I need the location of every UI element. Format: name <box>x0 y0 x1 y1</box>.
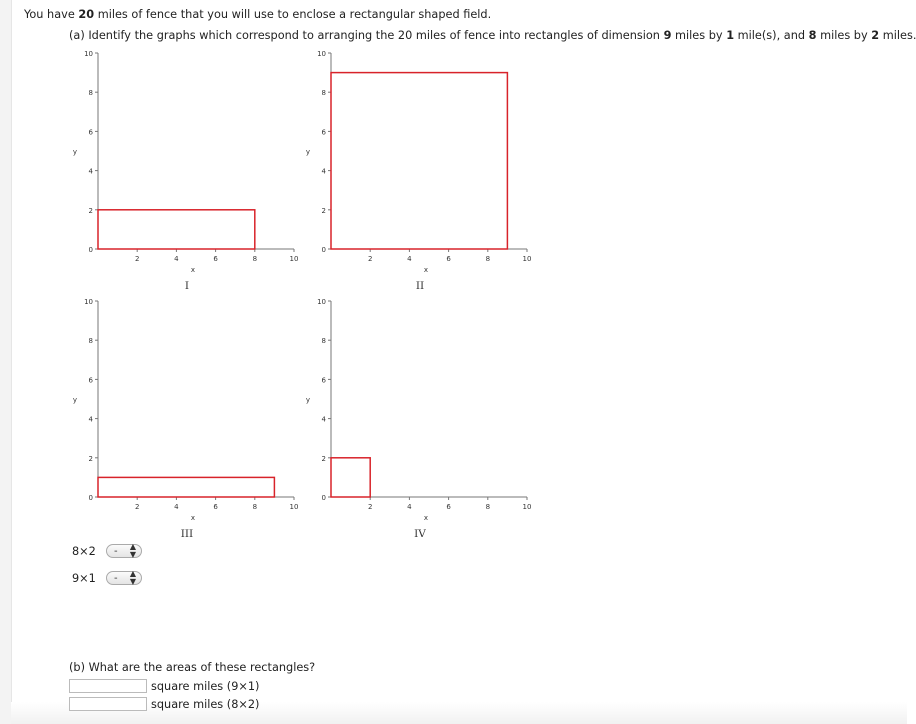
fence-rectangle <box>98 477 274 497</box>
left-gutter <box>0 0 12 724</box>
x-tick-label: 4 <box>407 255 412 263</box>
x-tick-label: 8 <box>252 503 258 511</box>
y-tick-label: 10 <box>317 298 326 306</box>
graph-i-svg <box>55 42 300 287</box>
graph-i <box>55 42 300 287</box>
y-tick-label: 2 <box>321 206 326 215</box>
graph-iv-svg <box>288 290 533 535</box>
y-axis-label: y <box>72 148 78 156</box>
y-tick-label: 8 <box>88 89 93 98</box>
x-tick-label: 6 <box>446 255 451 263</box>
match-row-9x1 <box>72 571 142 585</box>
x-tick-label: 6 <box>213 503 218 511</box>
y-tick-label: 4 <box>321 167 326 176</box>
area-unit-9x1: square miles (9×1) <box>151 679 260 693</box>
graph-iii <box>55 290 300 535</box>
answer-row-8x2 <box>69 697 259 711</box>
y-tick-label: 4 <box>88 167 93 176</box>
x-tick-label: 8 <box>252 255 258 263</box>
graph-i-label: I <box>184 280 190 292</box>
x-tick-label: 2 <box>134 503 140 511</box>
y-tick-label: 10 <box>84 298 93 306</box>
part-a-question: (a) Identify the graphs which correspond to arranging the 20 miles of fence into rectangles of dimension 9 miles by 1 mile(s), and 8 miles by 2 miles. <box>69 29 916 42</box>
y-tick-label: 0 <box>321 494 326 502</box>
y-tick-label: 2 <box>321 454 326 463</box>
graph-ii <box>288 42 533 287</box>
graph-ii-svg <box>288 42 533 287</box>
select-arrows-icon: ▲ ▼ <box>129 542 136 559</box>
match-label-9x1: 9×1 <box>72 571 96 585</box>
graph-iv-label: IV <box>414 528 426 540</box>
x-tick-label: 4 <box>174 503 179 511</box>
x-tick-label: 10 <box>289 503 299 511</box>
graph-iv <box>288 290 533 535</box>
match-row-8x2 <box>72 544 142 558</box>
answer-row-9x1 <box>69 679 259 693</box>
y-tick-label: 0 <box>88 246 93 254</box>
total-miles: 20 <box>78 8 95 21</box>
y-tick-label: 8 <box>321 89 326 98</box>
graph-iii-svg <box>55 290 300 535</box>
x-tick-label: 8 <box>485 503 491 511</box>
y-tick-label: 4 <box>321 415 326 424</box>
y-axis-label: y <box>305 148 311 156</box>
area-input-8x2[interactable] <box>69 697 147 711</box>
select-arrows-icon: ▲ ▼ <box>129 569 136 586</box>
y-tick-label: 6 <box>321 128 326 137</box>
y-tick-label: 0 <box>321 246 326 254</box>
graph-ii-label: II <box>415 280 425 292</box>
y-tick-label: 4 <box>88 415 93 424</box>
y-tick-label: 2 <box>88 206 93 215</box>
x-tick-label: 6 <box>213 255 218 263</box>
y-tick-label: 0 <box>88 494 93 502</box>
y-tick-label: 8 <box>88 337 93 346</box>
graph-iii-label: III <box>180 528 194 540</box>
y-tick-label: 6 <box>321 376 326 385</box>
y-axis-label: y <box>72 396 78 404</box>
area-unit-8x2: square miles (8×2) <box>151 697 260 711</box>
graph-select-9x1[interactable]: - ▲ ▼ <box>106 571 142 585</box>
x-axis-label: x <box>423 266 429 274</box>
x-tick-label: 2 <box>367 255 373 263</box>
area-input-9x1[interactable] <box>69 679 147 693</box>
x-tick-label: 2 <box>367 503 373 511</box>
graph-select-8x2[interactable]: - ▲ ▼ <box>106 544 142 558</box>
y-tick-label: 10 <box>317 50 326 58</box>
y-tick-label: 10 <box>84 50 93 58</box>
x-axis-label: x <box>423 514 429 522</box>
x-tick-label: 2 <box>134 255 140 263</box>
x-tick-label: 6 <box>446 503 451 511</box>
y-tick-label: 2 <box>88 454 93 463</box>
x-axis-label: x <box>190 266 196 274</box>
x-axis-label: x <box>190 514 196 522</box>
x-tick-label: 8 <box>485 255 491 263</box>
y-axis-label: y <box>305 396 311 404</box>
fence-rectangle <box>331 458 370 497</box>
x-tick-label: 10 <box>522 503 532 511</box>
x-tick-label: 4 <box>407 503 412 511</box>
fence-rectangle <box>331 73 507 249</box>
y-tick-label: 6 <box>88 376 93 385</box>
fence-rectangle <box>98 210 255 249</box>
x-tick-label: 4 <box>174 255 179 263</box>
x-tick-label: 10 <box>289 255 299 263</box>
y-tick-label: 8 <box>321 337 326 346</box>
x-tick-label: 10 <box>522 255 532 263</box>
part-b-question: (b) What are the areas of these rectangles? <box>69 661 316 674</box>
match-label-8x2: 8×2 <box>72 544 96 558</box>
intro-text: You have 20 miles of fence that you will use to enclose a rectangular shaped field. <box>24 8 492 21</box>
y-tick-label: 6 <box>88 128 93 137</box>
